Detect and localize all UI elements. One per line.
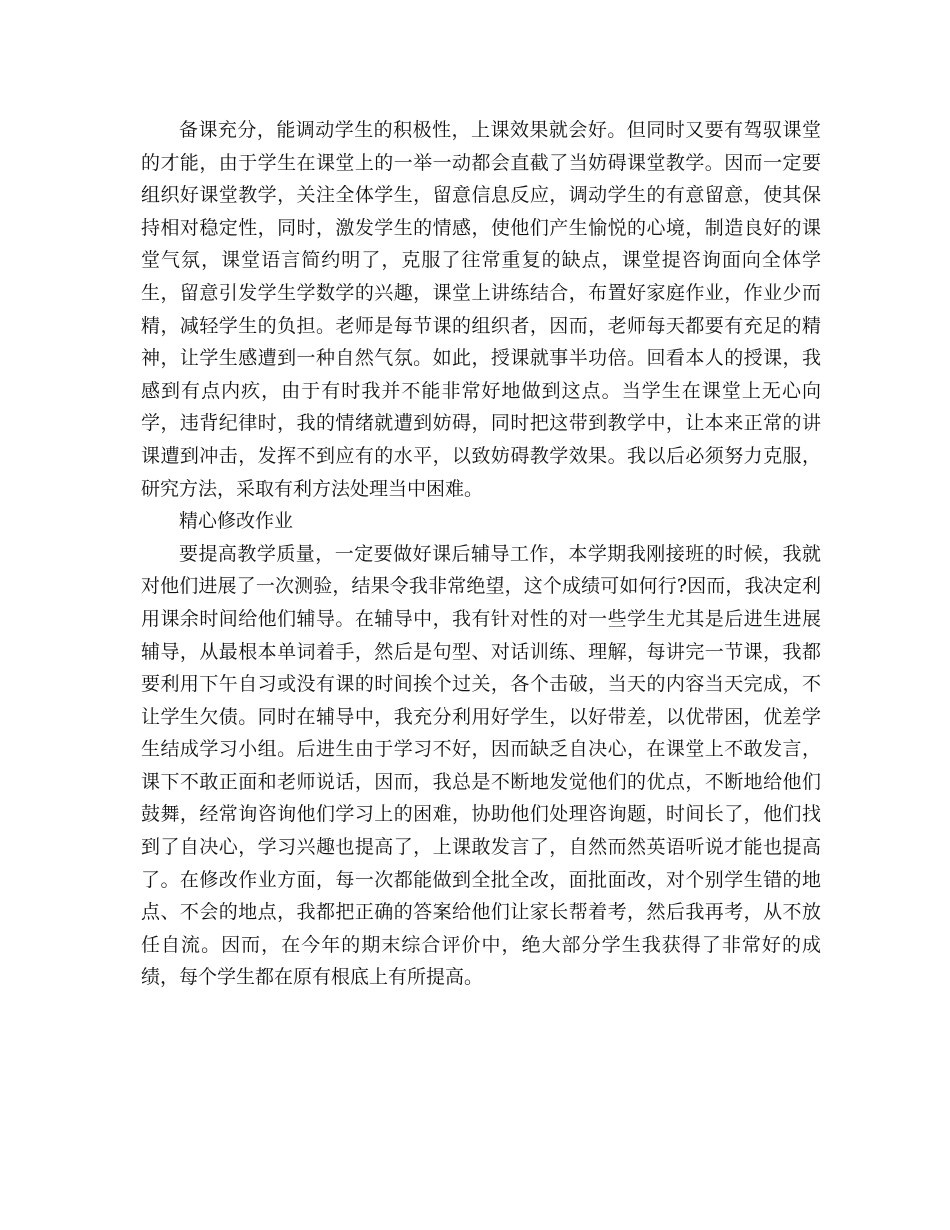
paragraph-homework-tutoring: 要提高教学质量，一定要做好课后辅导工作，本学期我刚接班的时候，我就对他们进展了一次测验，结果令我非常绝望，这个成绩可如何行?因而，我决定利用课余时间给他们辅导。在辅导中，我有针对性的对一些学生尤其是后进生进展辅导，从最根本单词着手，然后是句型、对话训练、理解，每讲完一节课，我都要利用下午自习或没有课的时间挨个过关，各个击破，当天的内容当天完成，不让学生欠债。同时在辅导中，我充分利用好学生，以好带差，以优带困，优差学生结成学习小组。后进生由于学习不好，因而缺乏自决心，在课堂上不敢发言，课下不敢正面和老师说话，因而，我总是不断地发觉他们的优点，不断地给他们鼓舞，经常询咨询他们学习上的困难，协助他们处理咨询题，时间长了，他们找到了自决心，学习兴趣也提高了，上课敢发言了，自然而然英语听说才能也提高了。在修改作业方面，每一次都能做到全批全改，面批面改，对个别学生错的地点、不会的地点，我都把正确的答案给他们让家长帮着考，然后我再考，从不放任自流。因而，在今年的期末综合评价中，绝大部分学生我获得了非常好的成绩，每个学生都在原有根底上有所提高。: [141, 542, 821, 989]
section-heading: 精心修改作业: [179, 510, 294, 533]
paragraph-classroom-teaching: 备课充分，能调动学生的积极性，上课效果就会好。但同时又要有驾驭课堂的才能，由于学生在课堂上的一举一动都会直截了当妨碍课堂教学。因而一定要组织好课堂教学，关注全体学生，留意信息反应，调动学生的有意留意，使其保持相对稳定性，同时，激发学生的情感，使他们产生愉悦的心境，制造良好的课堂气氛，课堂语言简约明了，克服了往常重复的缺点，课堂提咨询面向全体学生，留意引发学生学数学的兴趣，课堂上讲练结合，布置好家庭作业，作业少而精，减轻学生的负担。老师是每节课的组织者，因而，老师每天都要有充足的精神，让学生感遭到一种自然气氛。如此，授课就事半功倍。回看本人的授课，我感到有点内疚，由于有时我并不能非常好地做到这点。当学生在课堂上无心向学，违背纪律时，我的情绪就遭到妨碍，同时把这带到教学中，让本来正常的讲课遭到冲击，发挥不到应有的水平，以致妨碍教学效果。我以后必须努力克服，研究方法，采取有利方法处理当中困难。: [141, 119, 821, 500]
document-body: [141, 114, 821, 994]
